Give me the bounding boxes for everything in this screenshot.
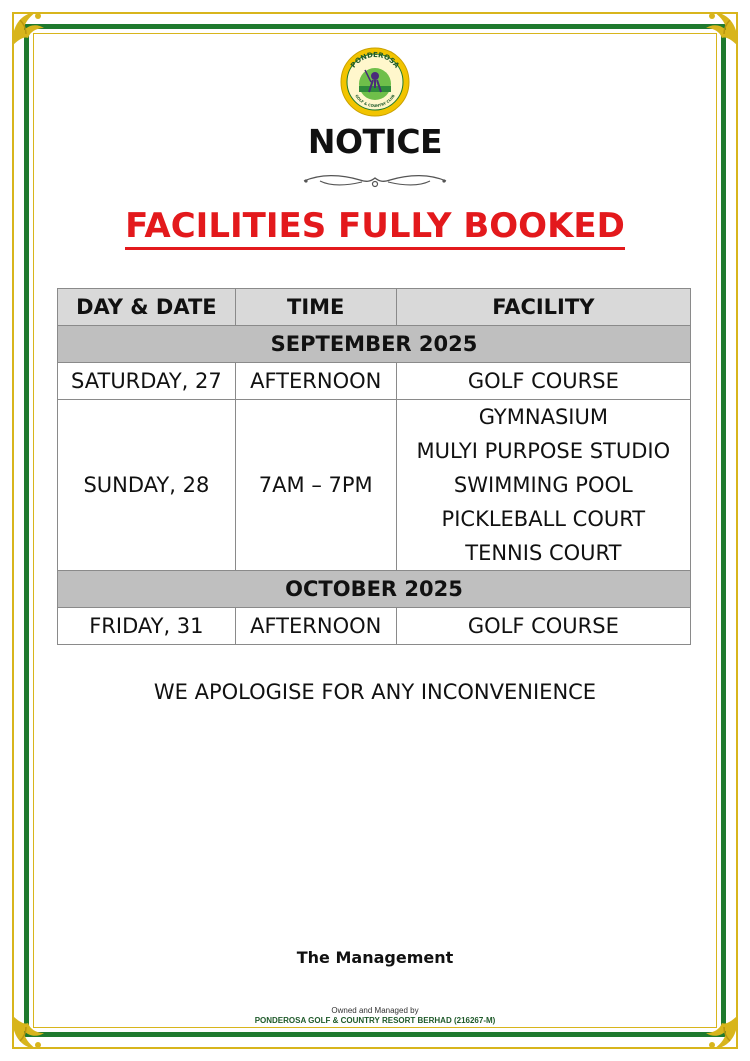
flourish-divider-icon — [300, 172, 450, 190]
booking-table — [57, 288, 691, 645]
day-cell: SUNDAY, 28 — [58, 400, 236, 571]
table-row — [58, 608, 691, 645]
month-row — [58, 571, 691, 608]
facility-item: PICKLEBALL COURT — [441, 507, 646, 531]
column-header: FACILITY — [396, 289, 690, 326]
corner-ornament-icon — [6, 6, 52, 52]
facility-item: GYMNASIUM — [478, 405, 608, 429]
month-row — [58, 326, 691, 363]
facility-cell — [396, 400, 690, 571]
month-label: OCTOBER 2025 — [58, 571, 691, 608]
table-row — [58, 400, 691, 571]
time-cell: AFTERNOON — [235, 363, 396, 400]
column-header: TIME — [235, 289, 396, 326]
day-cell: SATURDAY, 27 — [58, 363, 236, 400]
club-logo — [339, 46, 411, 118]
headline — [0, 206, 750, 246]
notice-title: NOTICE — [307, 122, 443, 161]
signoff-text: The Management — [296, 948, 454, 967]
facility-item: SWIMMING POOL — [453, 473, 633, 497]
company-name: PONDEROSA GOLF & COUNTRY RESORT BERHAD (216267-M) — [254, 1016, 496, 1025]
facility-item: TENNIS COURT — [465, 541, 622, 565]
table-row — [58, 363, 691, 400]
logo-top-text: PONDEROSA — [349, 50, 401, 70]
time-cell: AFTERNOON — [235, 608, 396, 645]
logo-bottom-text: GOLF & COUNTRY CLUB — [354, 93, 396, 109]
headline-text: FACILITIES FULLY BOOKED — [125, 206, 625, 250]
facility-cell: GOLF COURSE — [396, 608, 690, 645]
owned-by-text: Owned and Managed by — [331, 1006, 419, 1015]
table-header-row — [58, 289, 691, 326]
day-cell: FRIDAY, 31 — [58, 608, 236, 645]
time-cell: 7AM – 7PM — [235, 400, 396, 571]
apology-text: WE APOLOGISE FOR ANY INCONVENIENCE — [153, 680, 597, 704]
month-label: SEPTEMBER 2025 — [58, 326, 691, 363]
facility-cell: GOLF COURSE — [396, 363, 690, 400]
corner-ornament-icon — [698, 6, 744, 52]
column-header: DAY & DATE — [58, 289, 236, 326]
facility-item: MULYI PURPOSE STUDIO — [416, 439, 671, 463]
